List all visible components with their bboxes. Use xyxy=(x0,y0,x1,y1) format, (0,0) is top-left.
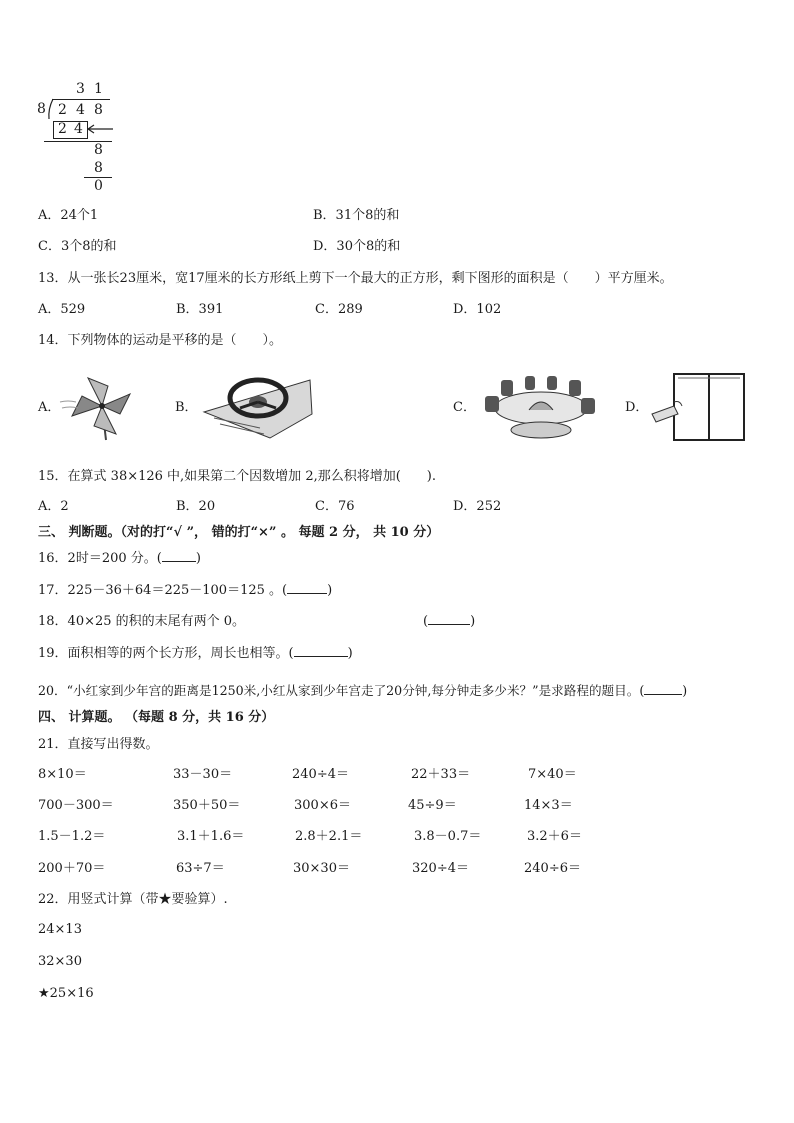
math-item: 45÷9＝ xyxy=(408,798,457,813)
math-item: 700－300＝ xyxy=(38,798,114,813)
math-item: 320÷4＝ xyxy=(412,861,469,876)
option-a: A．2 xyxy=(38,499,69,514)
math-item: 14×3＝ xyxy=(524,798,573,813)
question-20: 20．“小红家到少年宫的距离是1250米,小红从家到少年宫走了20分钟,每分钟走多少米？”是求路程的题目。( ) xyxy=(38,683,688,698)
answer-blank[interactable] xyxy=(162,561,196,562)
math-item: 22＋33＝ xyxy=(411,767,471,782)
answer-blank[interactable] xyxy=(294,656,348,657)
section-4-title: 四、 计算题。 （每题 8 分，共 16 分） xyxy=(38,710,275,725)
arrow-left-icon xyxy=(86,123,114,135)
math-item: 200＋70＝ xyxy=(38,861,106,876)
divisor: 8 xyxy=(37,101,46,117)
math-item: 8×10＝ xyxy=(38,767,87,782)
math-item: 33－30＝ xyxy=(173,767,233,782)
option-b-label: B． xyxy=(175,400,198,415)
option-c-label: C． xyxy=(453,400,476,415)
option-d: D．30个8的和 xyxy=(313,239,401,254)
math-item: 300×6＝ xyxy=(294,798,351,813)
vertical-calc-item: 32×30 xyxy=(38,954,82,969)
option-c: C．289 xyxy=(315,302,363,317)
option-c: C．76 xyxy=(315,499,355,514)
steering-wheel-icon xyxy=(200,374,315,440)
question-13: 13．从一张长23厘米，宽17厘米的长方形纸上剪下一个最大的正方形，剩下图形的面积是（ ）平方厘米。 xyxy=(38,271,673,286)
question-15: 15．在算式 38×126 中,如果第二个因数增加 2,那么积将增加( ). xyxy=(38,469,436,484)
option-d: D．252 xyxy=(453,499,502,514)
product-digit: 4 xyxy=(74,121,83,137)
question-21: 21．直接写出得数。 xyxy=(38,737,159,752)
result-digit: 0 xyxy=(94,178,103,194)
option-b: B．20 xyxy=(176,499,216,514)
math-item: 3.2＋6＝ xyxy=(527,829,582,844)
answer-blank[interactable] xyxy=(287,593,327,594)
vertical-calc-item: 24×13 xyxy=(38,922,82,937)
math-item: 30×30＝ xyxy=(293,861,350,876)
carry-down-digit: 8 xyxy=(94,142,103,158)
section-3-title: 三、 判断题。（对的打“√ ”， 错的打“×” 。 每题 2 分， 共 10 分） xyxy=(38,525,440,540)
option-d: D．102 xyxy=(453,302,502,317)
math-item: 3.1＋1.6＝ xyxy=(177,829,245,844)
division-bar xyxy=(52,99,110,100)
math-item: 7×40＝ xyxy=(528,767,577,782)
option-d-label: D． xyxy=(625,400,649,415)
math-item: 3.8－0.7＝ xyxy=(414,829,482,844)
question-18: 18．40×25 的积的末尾有两个 0。 xyxy=(38,614,246,629)
quotient-digit: 3 xyxy=(76,81,85,97)
math-item: 2.8＋2.1＝ xyxy=(295,829,363,844)
question-18-answer: ( ) xyxy=(423,614,476,629)
option-a: A．24个1 xyxy=(38,208,99,223)
math-item: 240÷4＝ xyxy=(292,767,349,782)
division-bracket xyxy=(47,98,57,120)
product-digit: 2 xyxy=(58,121,67,137)
dividend-digit: 2 xyxy=(58,102,67,118)
option-a: A．529 xyxy=(38,302,86,317)
option-a-label: A． xyxy=(38,400,61,415)
question-19: 19．面积相等的两个长方形，周长也相等。( ) xyxy=(38,646,353,661)
option-b: B．31个8的和 xyxy=(313,208,400,223)
dividend-digit: 4 xyxy=(76,102,85,118)
option-b: B．391 xyxy=(176,302,224,317)
math-item: 63÷7＝ xyxy=(176,861,225,876)
question-14: 14．下列物体的运动是平移的是（ ）。 xyxy=(38,333,283,348)
sliding-window-icon xyxy=(648,372,748,442)
math-item: 350＋50＝ xyxy=(173,798,241,813)
math-item: 1.5－1.2＝ xyxy=(38,829,106,844)
question-17: 17．225－36＋64＝225－100＝125 。( ) xyxy=(38,583,333,598)
subtract-digit: 8 xyxy=(94,160,103,176)
vertical-calc-item: ★25×16 xyxy=(38,986,94,1001)
option-c: C．3个8的和 xyxy=(38,239,117,254)
quotient-digit: 1 xyxy=(94,81,103,97)
math-item: 240÷6＝ xyxy=(524,861,581,876)
pinwheel-icon xyxy=(58,372,138,442)
question-16: 16．2时＝200 分。( ) xyxy=(38,551,201,566)
carousel-icon xyxy=(475,374,605,444)
dividend-digit: 8 xyxy=(94,102,103,118)
answer-blank[interactable] xyxy=(644,694,682,695)
question-22: 22．用竖式计算（带★要验算）. xyxy=(38,892,228,907)
answer-blank[interactable] xyxy=(428,624,470,625)
